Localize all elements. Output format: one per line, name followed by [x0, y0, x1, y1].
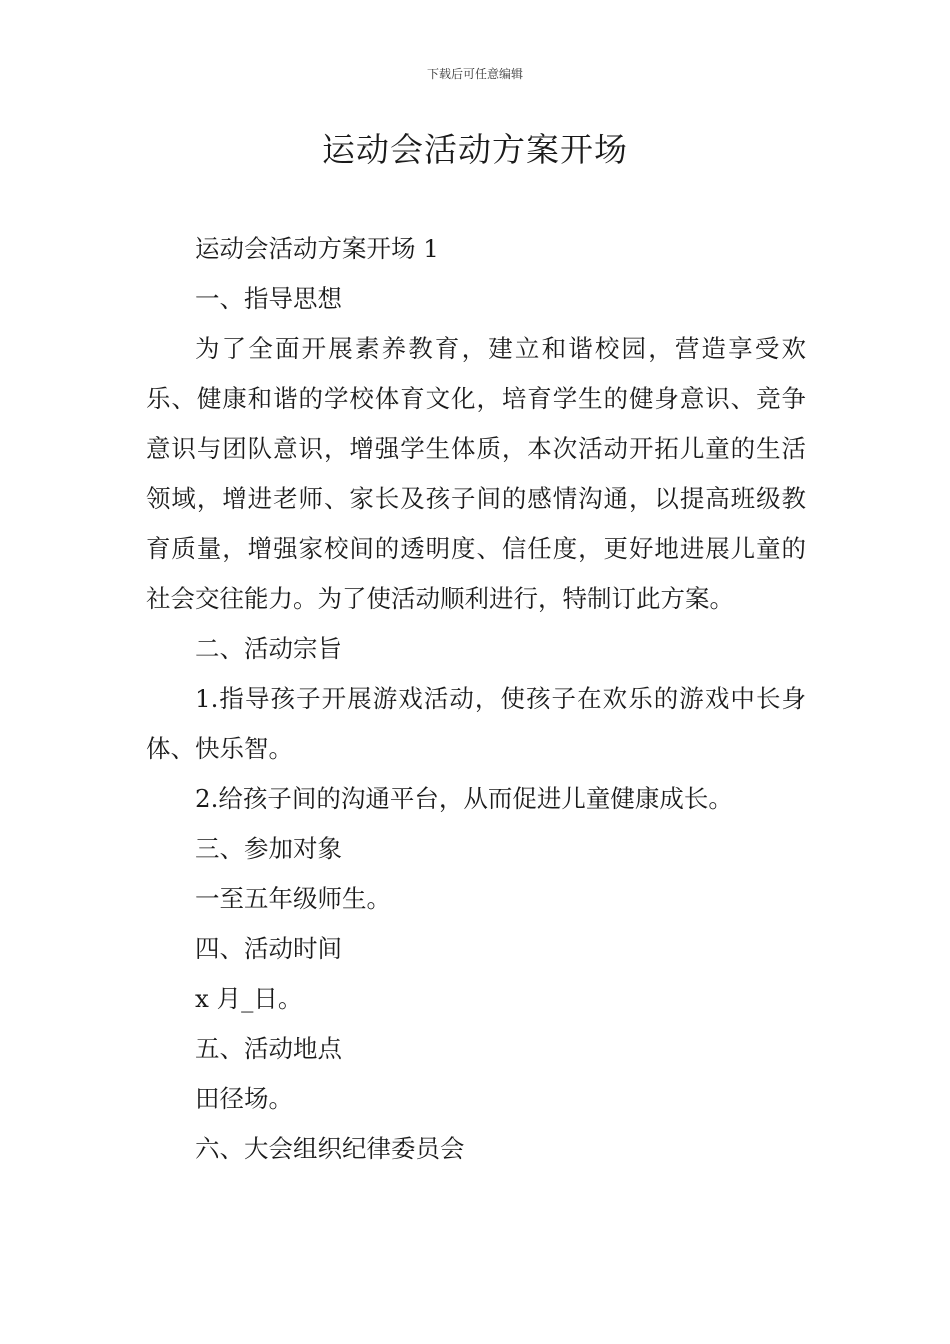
section-heading: 三、参加对象 [195, 834, 342, 863]
document-body [146, 224, 806, 1174]
section-heading: 六、大会组织纪律委员会 [195, 1134, 465, 1163]
body-paragraph: 一至五年级师生。 [195, 884, 391, 913]
body-paragraph: 2.给孩子间的沟通平台，从而促进儿童健康成长。 [195, 784, 733, 813]
section-heading: 四、活动时间 [195, 934, 342, 963]
header-note: 下载后可任意编辑 [426, 67, 523, 81]
body-paragraph: 1.指导孩子开展游戏活动，使孩子在欢乐的游戏中长身体、快乐智。 [146, 684, 806, 763]
section-heading: 五、活动地点 [195, 1034, 342, 1063]
body-paragraph: 为了全面开展素养教育，建立和谐校园，营造享受欢乐、健康和谐的学校体育文化，培育学生的健身意识、竞争意识与团队意识，增强学生体质，本次活动开拓儿童的生活领域，增进老师、家长及孩子间的感情沟通，以提高班级教育质量，增强家校间的透明度、信任度，更好地进展儿童的社会交往能力。为了使活动顺利进行，特制订此方案。 [146, 334, 806, 613]
body-paragraph: x 月_日。 [195, 984, 303, 1013]
body-paragraph: 田径场。 [195, 1084, 293, 1113]
section-heading: 一、指导思想 [195, 284, 342, 313]
subtitle-paragraph: 运动会活动方案开场 1 [195, 234, 439, 263]
section-heading: 二、活动宗旨 [195, 634, 342, 663]
document-title: 运动会活动方案开场 [322, 130, 628, 169]
